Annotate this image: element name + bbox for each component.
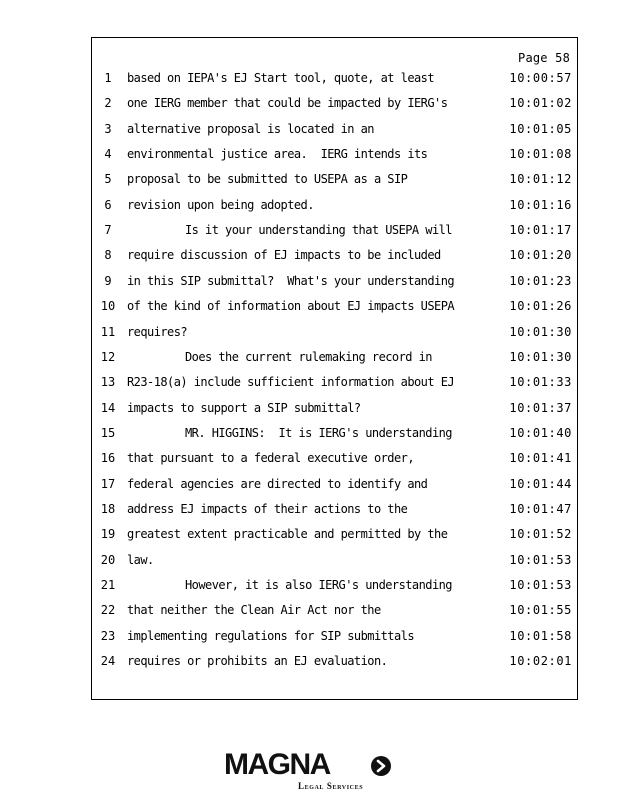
line-timestamp: 10:01:58 bbox=[509, 628, 572, 643]
line-timestamp: 10:01:53 bbox=[509, 578, 572, 592]
transcript-line bbox=[92, 248, 579, 266]
logo-wordmark: MAGNA bbox=[224, 748, 330, 781]
line-timestamp: 10:01:05 bbox=[509, 121, 572, 136]
line-number: 3 bbox=[104, 121, 112, 136]
line-number: 20 bbox=[100, 552, 116, 567]
line-timestamp: 10:01:26 bbox=[509, 299, 572, 314]
line-timestamp: 10:00:57 bbox=[509, 71, 572, 85]
line-text: implementing regulations for SIP submittals bbox=[127, 628, 415, 643]
line-timestamp: 10:01:08 bbox=[509, 147, 572, 162]
transcript-line bbox=[92, 172, 579, 190]
line-timestamp: 10:01:41 bbox=[509, 451, 572, 466]
line-timestamp: 10:01:20 bbox=[509, 248, 572, 263]
line-timestamp: 10:01:37 bbox=[509, 400, 572, 415]
line-number: 11 bbox=[100, 324, 116, 339]
transcript-line bbox=[92, 477, 579, 495]
line-timestamp: 10:01:02 bbox=[509, 96, 572, 111]
transcript-line bbox=[92, 375, 579, 393]
line-timestamp: 10:01:30 bbox=[509, 349, 572, 364]
transcript-line bbox=[92, 527, 579, 545]
line-text: that pursuant to a federal executive order, bbox=[127, 451, 415, 466]
line-timestamp: 10:01:53 bbox=[509, 552, 572, 567]
line-text: alternative proposal is located in an bbox=[127, 121, 374, 136]
line-number: 8 bbox=[104, 248, 112, 263]
magna-logo bbox=[224, 748, 396, 794]
line-text: of the kind of information about EJ impacts USEPA bbox=[127, 299, 455, 314]
line-number: 1 bbox=[104, 71, 112, 85]
line-text: Is it your understanding that USEPA will bbox=[185, 223, 452, 238]
transcript-line bbox=[92, 603, 579, 621]
logo-tagline: Legal Services bbox=[298, 781, 364, 791]
line-text: based on IEPA's EJ Start tool, quote, at least bbox=[127, 71, 435, 85]
line-number: 9 bbox=[104, 273, 112, 288]
line-number: 14 bbox=[100, 400, 116, 415]
line-text: MR. HIGGINS: It is IERG's understanding bbox=[185, 425, 452, 440]
line-text: R23-18(a) include sufficient information about EJ bbox=[127, 375, 455, 390]
line-text: in this SIP submittal? What's your understanding bbox=[127, 273, 455, 288]
transcript-line bbox=[92, 147, 579, 165]
line-timestamp: 10:01:47 bbox=[509, 501, 572, 516]
line-number: 5 bbox=[104, 172, 112, 187]
line-text: proposal to be submitted to USEPA as a SIP bbox=[127, 172, 408, 187]
transcript-line bbox=[92, 451, 579, 469]
line-timestamp: 10:01:52 bbox=[509, 527, 572, 542]
line-number: 23 bbox=[100, 628, 116, 643]
line-timestamp: 10:01:55 bbox=[509, 603, 572, 618]
line-timestamp: 10:01:23 bbox=[509, 273, 572, 288]
transcript-line bbox=[92, 71, 579, 89]
transcript-line bbox=[92, 350, 579, 368]
line-text: environmental justice area. IERG intends its bbox=[127, 147, 428, 162]
page-number: Page 58 bbox=[518, 51, 570, 65]
line-number: 22 bbox=[100, 603, 116, 618]
line-number: 19 bbox=[100, 527, 116, 542]
transcript-line bbox=[92, 553, 579, 571]
line-number: 15 bbox=[100, 425, 116, 440]
line-timestamp: 10:01:17 bbox=[509, 223, 572, 238]
line-text: revision upon being adopted. bbox=[127, 197, 314, 212]
line-number: 4 bbox=[104, 147, 112, 162]
transcript-line bbox=[92, 122, 579, 140]
line-timestamp: 10:01:12 bbox=[509, 172, 572, 187]
line-number: 16 bbox=[100, 451, 116, 466]
logo-arrow-icon bbox=[370, 755, 392, 777]
line-text: that neither the Clean Air Act nor the bbox=[127, 603, 381, 618]
line-text: requires or prohibits an EJ evaluation. bbox=[127, 654, 388, 669]
line-text: However, it is also IERG's understanding bbox=[185, 578, 452, 592]
line-number: 2 bbox=[104, 96, 112, 111]
transcript-line bbox=[92, 325, 579, 343]
line-number: 6 bbox=[104, 197, 112, 212]
transcript-line bbox=[92, 274, 579, 292]
transcript-line bbox=[92, 426, 579, 444]
transcript-line bbox=[92, 629, 579, 647]
transcript-line bbox=[92, 198, 579, 216]
transcript-line bbox=[92, 502, 579, 520]
transcript-line bbox=[92, 96, 579, 114]
line-text: address EJ impacts of their actions to the bbox=[127, 501, 408, 516]
line-text: impacts to support a SIP submittal? bbox=[127, 400, 361, 415]
line-number: 18 bbox=[100, 501, 116, 516]
transcript-line bbox=[92, 299, 579, 317]
line-text: greatest extent practicable and permitted by the bbox=[127, 527, 448, 542]
transcript-line bbox=[92, 223, 579, 241]
line-timestamp: 10:02:01 bbox=[509, 654, 572, 669]
transcript-line bbox=[92, 401, 579, 419]
line-timestamp: 10:01:44 bbox=[509, 476, 572, 491]
line-text: one IERG member that could be impacted by IERG's bbox=[127, 96, 448, 111]
line-text: require discussion of EJ impacts to be included bbox=[127, 248, 441, 263]
line-number: 17 bbox=[100, 476, 116, 491]
line-number: 12 bbox=[100, 349, 116, 364]
line-text: Does the current rulemaking record in bbox=[185, 349, 432, 364]
line-number: 10 bbox=[100, 299, 116, 314]
line-text: law. bbox=[127, 552, 154, 567]
line-number: 7 bbox=[104, 223, 112, 238]
transcript-page bbox=[91, 37, 578, 700]
transcript-line bbox=[92, 654, 579, 672]
line-number: 24 bbox=[100, 654, 116, 669]
line-text: requires? bbox=[127, 324, 188, 339]
transcript-line bbox=[92, 578, 579, 596]
line-timestamp: 10:01:30 bbox=[509, 324, 572, 339]
line-timestamp: 10:01:16 bbox=[509, 197, 572, 212]
line-timestamp: 10:01:40 bbox=[509, 425, 572, 440]
line-number: 13 bbox=[100, 375, 116, 390]
line-timestamp: 10:01:33 bbox=[509, 375, 572, 390]
line-text: federal agencies are directed to identify and bbox=[127, 476, 428, 491]
line-number: 21 bbox=[100, 578, 116, 592]
